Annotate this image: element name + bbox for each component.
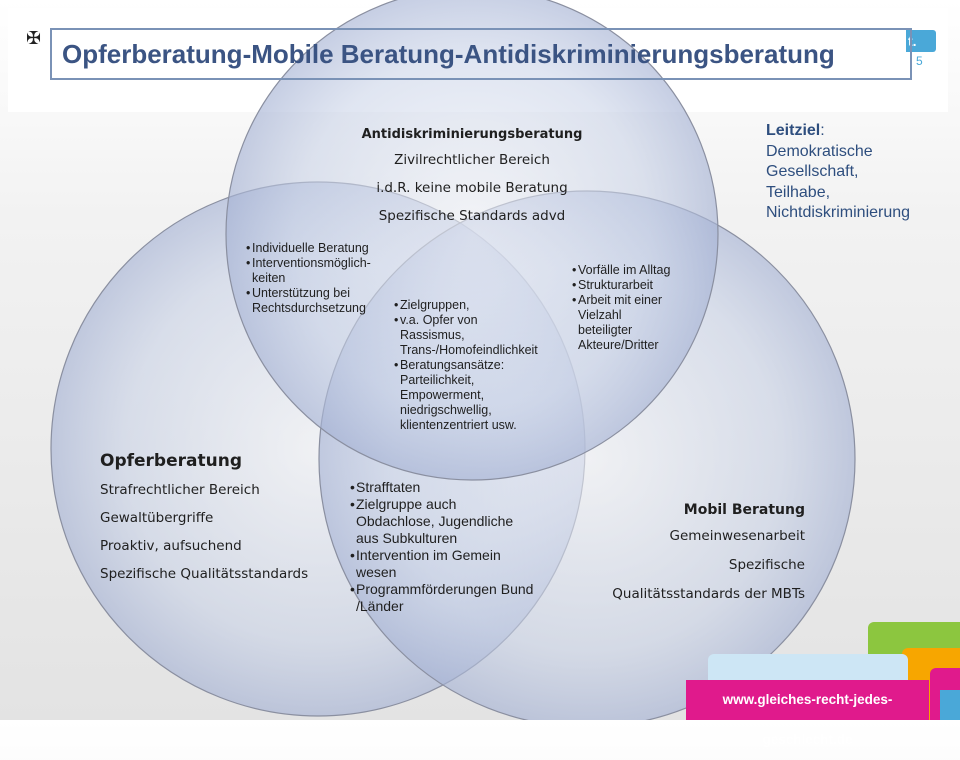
overlap-item: • v.a. Opfer von Rassismus, Trans-/Homofeindlichkeit	[394, 313, 538, 358]
leitziel-line: Nichtdiskriminierung	[766, 204, 911, 221]
overlap-item: • Beratungsansätze: Parteilichkeit, Empowerment, niedrigschwellig, klientenzentriert usw.	[394, 358, 538, 433]
overlap-center	[394, 298, 538, 433]
logo-sub-text: 5	[916, 54, 923, 68]
leitziel-line: Demokratische	[766, 142, 873, 160]
overlap-item: • Strukturarbeit	[572, 278, 676, 293]
overlap-top-right	[572, 263, 676, 353]
antidiskriminierung-line: Spezifische Standards advd	[378, 208, 566, 224]
mobil-line: Spezifische	[728, 557, 805, 573]
overlap-item: • Arbeit mit einer Vielzahl beteiligter Akteure/Dritter	[572, 293, 676, 353]
antidiskriminierung-line: Zivilrechtlicher Bereich	[394, 152, 550, 168]
website-banner: www.gleiches-recht-jedes-geschlecht.de	[686, 680, 929, 720]
leitziel-colon: :	[820, 122, 825, 139]
antidiskriminierung-heading: Antidiskriminierungsberatung	[361, 127, 583, 142]
leitziel-label: Leitziel	[766, 122, 821, 139]
overlap-item: • Strafftaten	[350, 479, 536, 496]
leitziel-heading	[766, 121, 946, 142]
circle-antidiskriminierung-text	[320, 124, 624, 230]
overlap-item: • Unterstützung bei Rechtsdurchsetzung	[246, 286, 396, 316]
mobil-heading: Mobil Beratung	[683, 502, 805, 518]
leitziel-block	[766, 121, 946, 224]
overlap-item: • Zielgruppe auch Obdachlose, Jugendliche aus Subkulturen	[350, 496, 536, 547]
overlap-bottom	[350, 479, 536, 615]
circle-opferberatung-text	[100, 446, 340, 588]
overlap-item: • Vorfälle im Alltag	[572, 263, 676, 278]
mobil-line: Qualitätsstandards der MBTs	[612, 586, 805, 602]
overlap-top-left	[246, 241, 396, 316]
leitziel-line: Gesellschaft,	[766, 163, 859, 180]
overlap-item: • Interventionsmöglich- keiten	[246, 256, 396, 286]
opferberatung-line: Proaktiv, aufsuchend	[100, 538, 242, 554]
circle-mobil-text	[570, 498, 805, 609]
logo-tab-text: t.	[908, 33, 917, 49]
overlap-item: • Programmförderungen Bund /Länder	[350, 581, 536, 615]
opferberatung-line: Spezifische Qualitätsstandards	[100, 566, 309, 582]
leitziel-line: Teilhabe,	[766, 183, 831, 201]
deco-tile-blue	[940, 690, 960, 720]
overlap-item: • Individuelle Beratung	[246, 241, 396, 256]
federal-eagle-icon: ✠	[26, 28, 42, 49]
overlap-item: • Zielgruppen,	[394, 298, 538, 313]
opferberatung-line: Strafrechtlicher Bereich	[100, 482, 260, 498]
antidiskriminierung-line: i.d.R. keine mobile Beratung	[376, 180, 568, 196]
opferberatung-line: Gewaltübergriffe	[100, 510, 214, 526]
opferberatung-heading: Opferberatung	[100, 451, 242, 471]
page-title: Opferberatung-Mobile Beratung-Antidiskriminierungsberatung	[50, 28, 912, 80]
overlap-item: • Intervention im Gemein wesen	[350, 547, 536, 581]
mobil-line: Gemeinwesenarbeit	[669, 528, 805, 544]
